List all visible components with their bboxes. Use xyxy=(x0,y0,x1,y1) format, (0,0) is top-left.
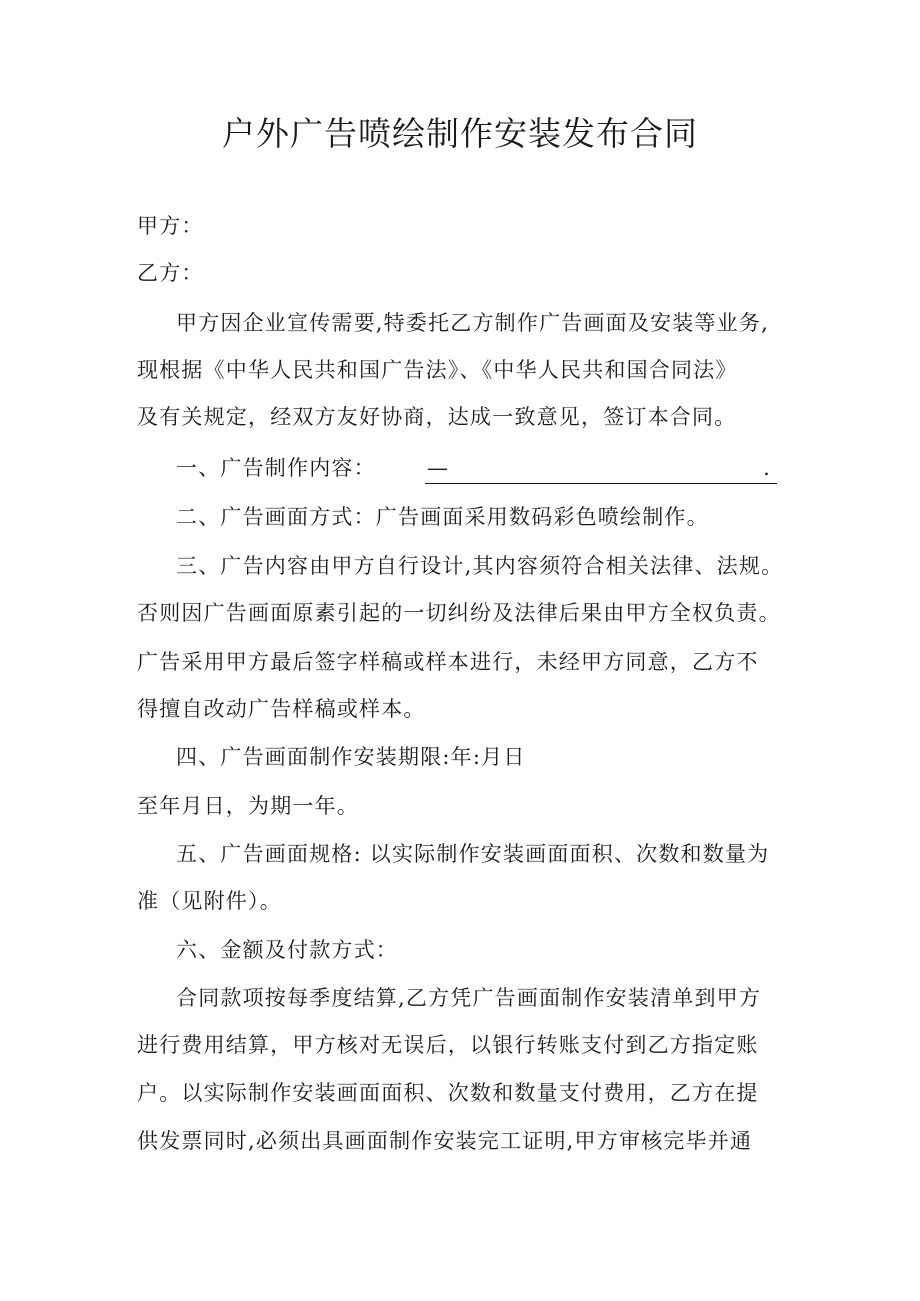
clause-4-line-1: 四、广告画面制作安装期限:年:月日 xyxy=(176,745,526,769)
payment-line-3: 户。以实际制作安装画面面积、次数和数量支付费用，乙方在提 xyxy=(137,1081,759,1105)
blank-dot: . xyxy=(763,456,771,480)
clause-3-line-4: 得擅自改动广告样稿或样本。 xyxy=(137,697,426,721)
clause-5-line-2: 准（见附件）。 xyxy=(137,889,282,913)
payment-line-1: 合同款项按每季度结算,乙方凭广告画面制作安装清单到甲方 xyxy=(176,986,762,1010)
clause-3-line-2: 否则因广告画面原素引起的一切纠纷及法律后果由甲方全权负责。 xyxy=(137,601,781,625)
fill-in-blank xyxy=(425,453,777,484)
clause-4-line-2: 至年月日，为期一年。 xyxy=(137,794,359,818)
blank-dash: — xyxy=(427,456,450,480)
clause-2: 二、广告画面方式：广告画面采用数码彩色喷绘制作。 xyxy=(176,505,709,529)
intro-line-2: 现根据《中华人民共和国广告法》、《中华人民共和国合同法》 xyxy=(137,358,738,382)
clause-3-line-1: 三、广告内容由甲方自行设计,其内容须符合相关法律、法规。 xyxy=(176,554,784,578)
document-title: 户外广告喷绘制作安装发布合同 xyxy=(222,114,698,153)
party-a-line: 甲方： xyxy=(137,214,204,238)
clause-6: 六、金额及付款方式： xyxy=(176,938,398,962)
clause-3-line-3: 广告采用甲方最后签字样稿或样本进行，未经甲方同意，乙方不 xyxy=(137,650,759,674)
payment-line-2: 进行费用结算，甲方核对无误后，以银行转账支付到乙方指定账 xyxy=(137,1033,759,1057)
clause-1 xyxy=(176,453,816,483)
clause-5-line-1: 五、广告画面规格: 以实际制作安装画面面积、次数和数量为 xyxy=(176,842,770,866)
payment-line-4: 供发票同时,必须出具画面制作安装完工证明,甲方审核完毕并通 xyxy=(137,1129,753,1153)
intro-line-1: 甲方因企业宣传需要,特委托乙方制作广告画面及安装等业务, xyxy=(176,311,769,335)
clause-1-label: 一、广告制作内容： xyxy=(176,456,376,480)
party-b-line: 乙方： xyxy=(137,261,204,285)
intro-line-3: 及有关规定，经双方友好协商，达成一致意见，签订本合同。 xyxy=(137,405,737,429)
